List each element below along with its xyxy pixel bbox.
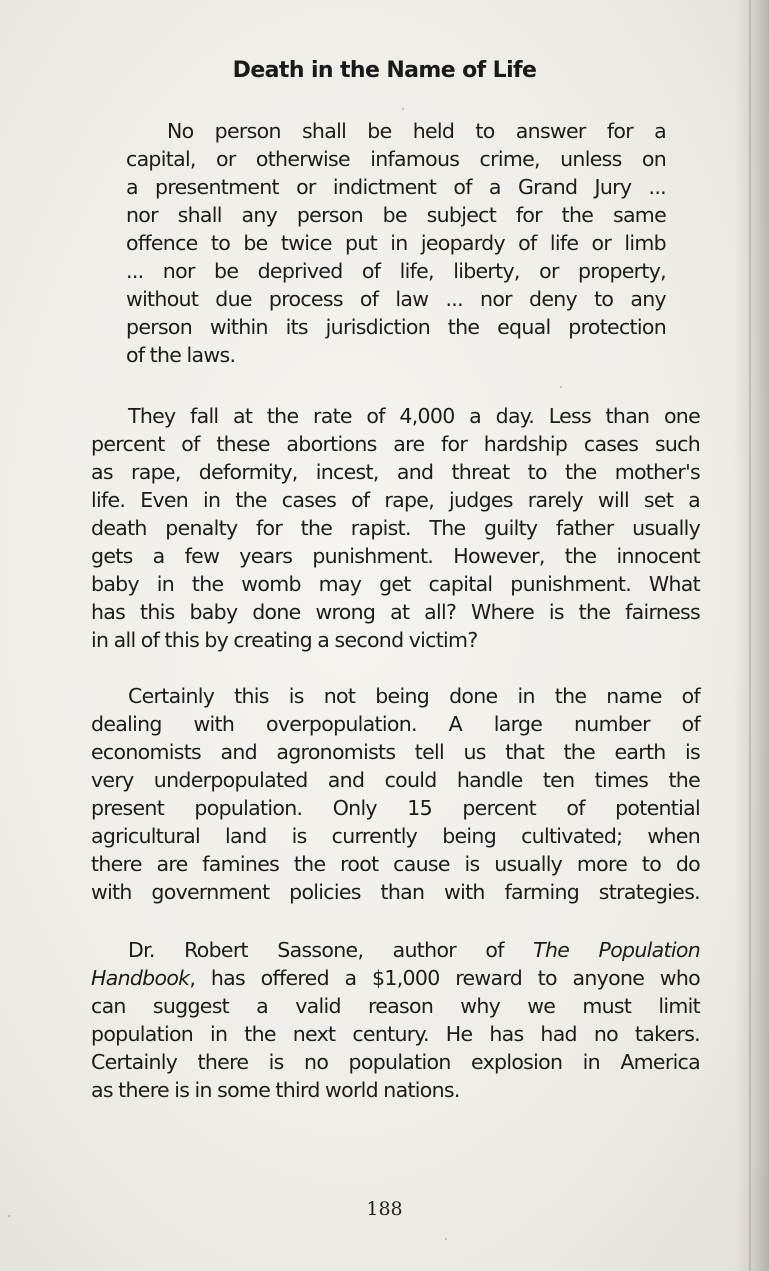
- page-title: Death in the Name of Life: [232, 58, 537, 83]
- book-title-text: The Population: [533, 938, 700, 962]
- text-line: capital, or otherwise infamous crime, unless on: [126, 147, 666, 171]
- text-line: can suggest a valid reason why we must limit: [91, 994, 700, 1018]
- text-line: Certainly this is not being done in the name of: [128, 684, 700, 708]
- text-line: offence to be twice put in jeopardy of life or limb: [126, 231, 666, 255]
- text-line: [91, 964, 700, 992]
- paper-speck: [445, 1238, 447, 1240]
- text-line: there are famines the root cause is usually more to do: [91, 852, 700, 876]
- text-line: very underpopulated and could handle ten times the: [91, 768, 700, 792]
- text-line: a presentment or indictment of a Grand Jury ...: [126, 175, 666, 199]
- text-line: They fall at the rate of 4,000 a day. Less than one: [128, 404, 700, 428]
- paragraph-abortion-rate: [91, 402, 700, 654]
- text-line: population in the next century. He has had no takers.: [91, 1022, 700, 1046]
- text-line: with government policies than with farming strategies.: [91, 880, 700, 904]
- text-line: dealing with overpopulation. A large number of: [91, 712, 700, 736]
- text-line: percent of these abortions are for hardship cases such: [91, 432, 700, 456]
- paragraph-sassone-reward: [91, 936, 700, 1104]
- text-line: nor shall any person be subject for the same: [126, 203, 666, 227]
- paragraph-overpopulation: [91, 682, 700, 906]
- page-edge-shadow: [735, 0, 769, 1271]
- book-title-text: Handbook: [91, 966, 190, 990]
- text-line: of the laws.: [126, 343, 236, 367]
- page-number: 188: [366, 1198, 403, 1220]
- paper-speck: [560, 386, 562, 388]
- text-line: gets a few years punishment. However, the innocent: [91, 544, 700, 568]
- text-line: has this baby done wrong at all? Where is the fairness: [91, 600, 700, 624]
- paragraph-amendment-quote: [126, 117, 666, 369]
- text-line: present population. Only 15 percent of potential: [91, 796, 700, 820]
- text-line: Certainly there is no population explosion in America: [91, 1050, 700, 1074]
- text-line: life. Even in the cases of rape, judges rarely will set a: [91, 488, 700, 512]
- text-line: without due process of law ... nor deny to any: [126, 287, 666, 311]
- page-edge-line: [749, 0, 751, 1271]
- text-line: economists and agronomists tell us that the earth is: [91, 740, 700, 764]
- text-line: baby in the womb may get capital punishment. What: [91, 572, 700, 596]
- text-line: as there is in some third world nations.: [91, 1078, 460, 1102]
- text-run: Dr. Robert Sassone, author of: [128, 938, 534, 962]
- text-line: agricultural land is currently being cultivated; when: [91, 824, 700, 848]
- text-line: No person shall be held to answer for a: [167, 119, 666, 143]
- text-line: as rape, deformity, incest, and threat to the mother's: [91, 460, 700, 484]
- text-line: death penalty for the rapist. The guilty father usually: [91, 516, 700, 540]
- text-line: ... nor be deprived of life, liberty, or property,: [126, 259, 666, 283]
- text-line: person within its jurisdiction the equal protection: [126, 315, 666, 339]
- paper-speck: [402, 108, 404, 110]
- text-line: [91, 936, 700, 964]
- text-run: , has offered a $1,000 reward to anyone who: [189, 966, 700, 990]
- text-line: in all of this by creating a second victim?: [91, 628, 478, 652]
